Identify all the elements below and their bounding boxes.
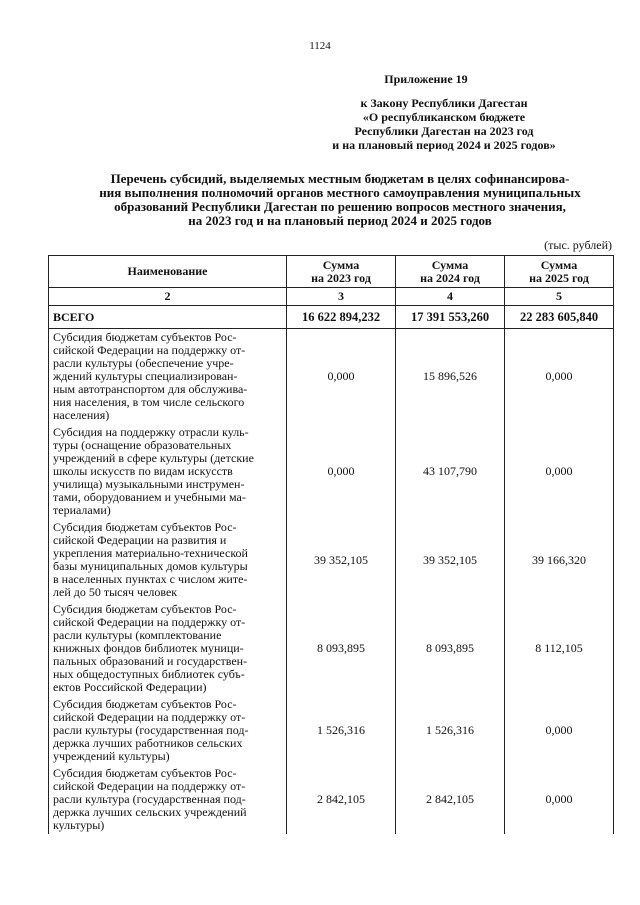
table-row	[49, 601, 614, 696]
amount-2025: 0,000	[505, 424, 614, 519]
amount-2025: 39 166,320	[505, 519, 614, 601]
appendix-reference	[284, 96, 604, 152]
subsidy-name-line: лей до 50 тысяч человек	[53, 585, 178, 599]
subsidy-name-line: книжных фондов библиотек муници-	[53, 641, 244, 655]
subsidy-name-line: держка лучших сельских учреждений	[53, 805, 247, 819]
appendix-ref-line: «О республиканском бюджете	[362, 110, 526, 124]
subsidy-name-line: Субсидия бюджетам субъектов Рос-	[53, 520, 237, 534]
document-title	[70, 172, 610, 228]
subsidy-name-line: укрепления материально-технической	[53, 546, 248, 560]
total-2025: 22 283 605,840	[505, 306, 614, 329]
title-line: Перечень субсидий, выделяемых местным бюджетам в целях софинансирова-	[110, 171, 570, 186]
column-number: 5	[505, 288, 614, 306]
title-line: на 2023 год и на плановый период 2024 и 2025 годов	[188, 213, 492, 228]
header-2024-line: Сумма	[431, 257, 469, 272]
amount-2023: 8 093,895	[287, 601, 396, 696]
title-line: ния выполнения полномочий органов местного самоуправления муниципальных	[99, 185, 581, 200]
amount-2025: 0,000	[505, 696, 614, 765]
amount-2025: 0,000	[505, 765, 614, 834]
subsidy-name-line: школы искусств по видам искусств	[53, 464, 233, 478]
subsidy-name-line: ных общедоступных библиотек субъ-	[53, 667, 245, 681]
subsidy-name-line: учреждений культуры)	[53, 749, 170, 763]
data-rows	[49, 329, 614, 835]
subsidy-name-line: расли культуры (комплектование	[53, 628, 222, 642]
appendix-ref-line: к Закону Республики Дагестан	[360, 96, 528, 110]
subsidy-name-line: Субсидия бюджетам субъектов Рос-	[53, 602, 237, 616]
subsidy-name-line: Субсидия бюджетам субъектов Рос-	[53, 330, 237, 344]
units-label: (тыс. рублей)	[544, 238, 612, 252]
subsidy-name-line: держка лучших работников сельских	[53, 736, 243, 750]
subsidy-name-line: туры (оснащение образовательных	[53, 438, 232, 452]
subsidy-name-line: расли культуры (государственная под-	[53, 723, 249, 737]
column-number: 4	[396, 288, 505, 306]
header-2024-line: на 2024 год	[420, 270, 480, 285]
subsidy-name-line: ектов Российской Федерации)	[53, 680, 207, 694]
amount-2023: 2 842,105	[287, 765, 396, 834]
appendix-title: Приложение 19	[384, 72, 468, 86]
amount-2025: 0,000	[505, 329, 614, 425]
subsidy-name	[49, 765, 287, 834]
subsidy-name-line: учреждений в сфере культуры (детские	[53, 451, 254, 465]
total-row	[49, 306, 614, 329]
subsidy-name	[49, 601, 287, 696]
table-row	[49, 696, 614, 765]
column-number: 2	[49, 288, 287, 306]
table-row	[49, 519, 614, 601]
appendix-ref-line: и на плановый период 2024 и 2025 годов»	[332, 138, 556, 152]
subsidy-name	[49, 696, 287, 765]
header-2023-line: на 2023 год	[311, 270, 371, 285]
subsidy-name-line: ждений культуры специализирован-	[53, 369, 238, 383]
page-number: 1124	[309, 40, 331, 52]
amount-2023: 1 526,316	[287, 696, 396, 765]
header-name: Наименование	[49, 256, 287, 288]
subsidy-name-line: сийской Федерации на поддержку от-	[53, 343, 246, 357]
table-row	[49, 329, 614, 425]
total-2024: 17 391 553,260	[396, 306, 505, 329]
subsidy-name-line: пальных образований и государствен-	[53, 654, 248, 668]
subsidy-name	[49, 424, 287, 519]
subsidy-name-line: Субсидия бюджетам субъектов Рос-	[53, 697, 237, 711]
subsidy-name-line: училища) музыкальными инструмен-	[53, 477, 245, 491]
header-2023	[287, 256, 396, 288]
total-label: ВСЕГО	[49, 306, 287, 329]
amount-2024: 8 093,895	[396, 601, 505, 696]
subsidy-name-line: тами, оборудованием и учебными ма-	[53, 490, 246, 504]
header-2025	[505, 256, 614, 288]
column-number-row	[49, 288, 614, 306]
table-row	[49, 765, 614, 834]
amount-2023: 39 352,105	[287, 519, 396, 601]
subsidy-name-line: в населенных пунктах с числом жите-	[53, 572, 248, 586]
subsidy-name-line: сийской Федерации на развития и	[53, 533, 227, 547]
amount-2023: 0,000	[287, 329, 396, 425]
subsidies-table	[48, 255, 614, 834]
subsidy-name-line: расли культуры (обеспечение учре-	[53, 356, 234, 370]
amount-2024: 1 526,316	[396, 696, 505, 765]
amount-2024: 2 842,105	[396, 765, 505, 834]
subsidy-name-line: населения)	[53, 408, 110, 422]
amount-2023: 0,000	[287, 424, 396, 519]
table-header-row	[49, 256, 614, 288]
subsidy-name-line: Субсидия на поддержку отрасли куль-	[53, 425, 249, 439]
subsidy-name-line: базы муниципальных домов культуры	[53, 559, 248, 573]
subsidy-name-line: ным автотранспортом для обслужива-	[53, 382, 248, 396]
subsidy-name-line: ния населения, в том числе сельского	[53, 395, 245, 409]
header-2023-line: Сумма	[322, 257, 360, 272]
header-2025-line: на 2025 год	[529, 270, 589, 285]
amount-2024: 39 352,105	[396, 519, 505, 601]
appendix-ref-line: Республики Дагестан на 2023 год	[354, 124, 534, 138]
subsidy-name-line: териалами)	[53, 503, 111, 517]
amount-2025: 8 112,105	[505, 601, 614, 696]
amount-2024: 15 896,526	[396, 329, 505, 425]
total-2023: 16 622 894,232	[287, 306, 396, 329]
title-line: образований Республики Дагестан по решению вопросов местного значения,	[114, 199, 566, 214]
subsidy-name-line: сийской Федерации на поддержку от-	[53, 615, 246, 629]
subsidy-name-line: расли культура (государственная под-	[53, 792, 246, 806]
column-number: 3	[287, 288, 396, 306]
amount-2024: 43 107,790	[396, 424, 505, 519]
subsidy-name-line: сийской Федерации на поддержку от-	[53, 710, 246, 724]
table-row	[49, 424, 614, 519]
subsidy-name	[49, 519, 287, 601]
subsidy-name	[49, 329, 287, 425]
subsidy-name-line: Субсидия бюджетам субъектов Рос-	[53, 766, 237, 780]
header-2025-line: Сумма	[540, 257, 578, 272]
subsidy-name-line: культуры)	[53, 818, 105, 832]
header-2024	[396, 256, 505, 288]
subsidy-name-line: сийской Федерации на поддержку от-	[53, 779, 246, 793]
